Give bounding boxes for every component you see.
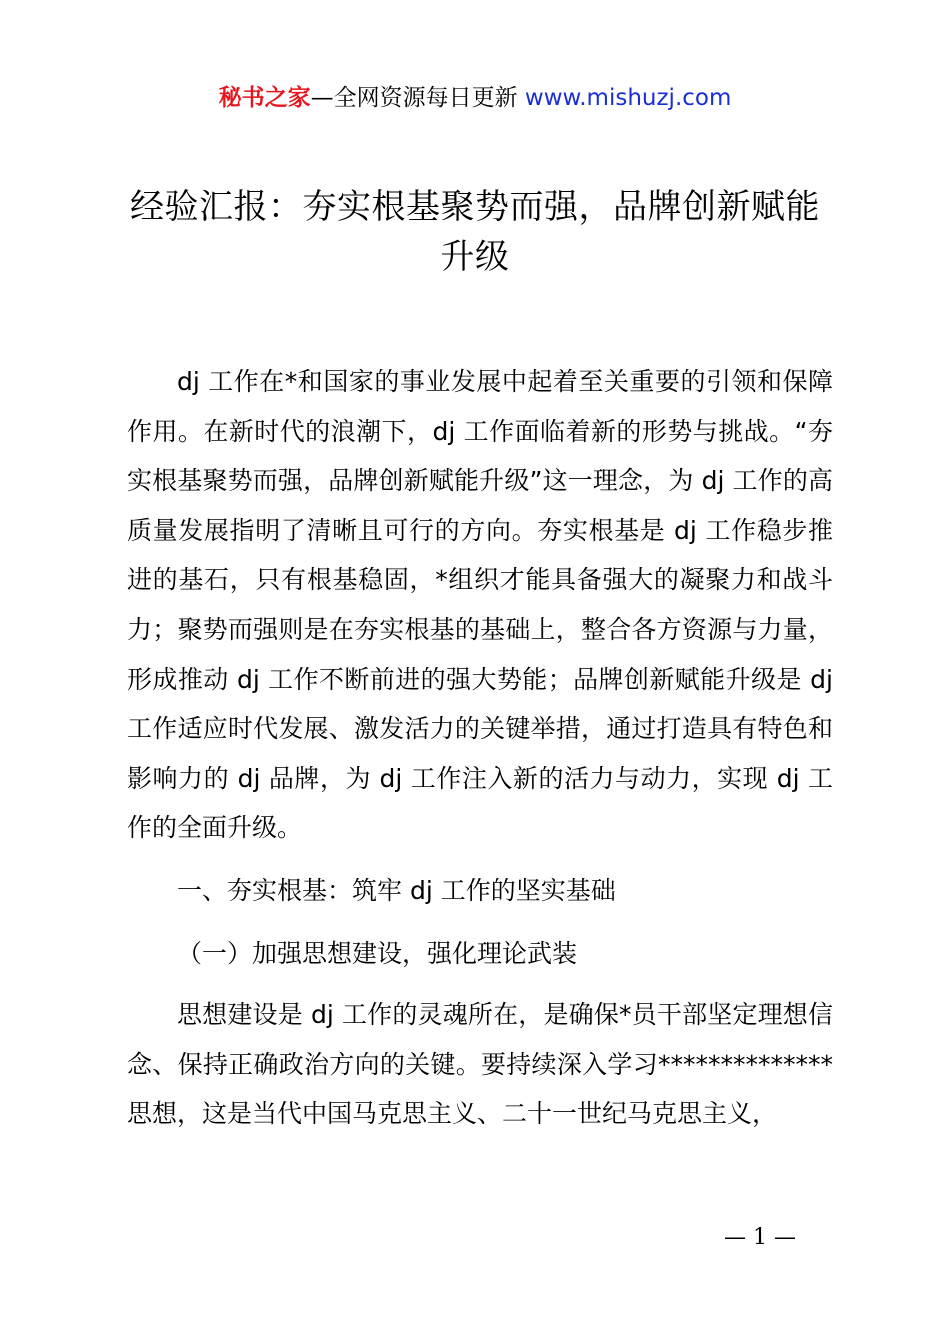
intro-paragraph: dj 工作在*和国家的事业发展中起着至关重要的引领和保障作用。在新时代的浪潮下，dj 工作面临着新的形势与挑战。“夯实根基聚势而强，品牌创新赋能升级”这一理念，为 dj 工作的高质量发展指明了清晰且可行的方向。夯实根基是 dj 工作稳步推进的基石，只有根基稳固，*组织才能具备强大的凝聚力和战斗力；聚势而强则是在夯实根基的基础上，整合各方资源与力量，形成推动 dj 工作不断前进的强大势能；品牌创新赋能升级是 dj 工作适应时代发展、激发活力的关键举措，通过打造具有特色和影响力的 dj 品牌，为 dj 工作注入新的活力与动力，实现 dj 工作的全面升级。 xyxy=(127,367,833,843)
section-heading: 一、夯实根基：筑牢 dj 工作的坚实基础 xyxy=(177,876,616,905)
subsection-heading: （一）加强思想建设，强化理论武装 xyxy=(177,939,578,968)
header-tagline: —全网资源每日更新 xyxy=(310,85,525,111)
document-title: 经验汇报：夯实根基聚势而强，品牌创新赋能升级 xyxy=(130,187,820,277)
site-url-link[interactable]: www.mishuzj.com xyxy=(524,85,732,111)
brand-name: 秘书之家 xyxy=(218,85,311,111)
site-header-banner xyxy=(0,80,950,116)
body-paragraph: 思想建设是 dj 工作的灵魂所在，是确保*员干部坚定理想信念、保持正确政治方向的关键。要持续深入学习**************思想，这是当代中国马克思主义、二十一世纪马克思主义， xyxy=(127,1000,833,1129)
page-number: — 1 — xyxy=(724,1225,796,1250)
